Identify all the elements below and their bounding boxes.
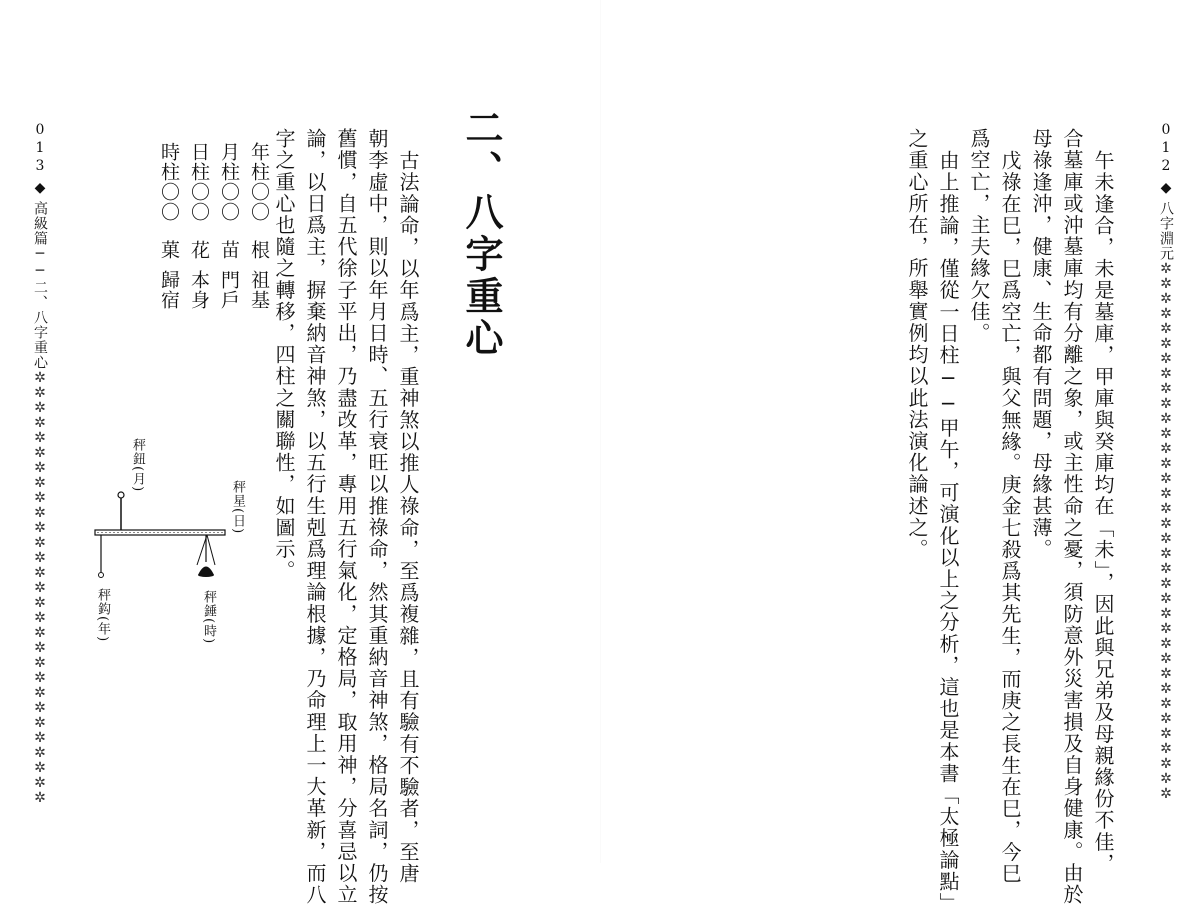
pillar-part: 菓 [158, 240, 180, 260]
pillar-name: 月柱〇〇 [218, 142, 240, 222]
left-running-head [30, 122, 50, 805]
body-column: 古法論命，以年爲主，重神煞以推人祿命，至爲複雜，且有驗有不驗者，至唐 [396, 150, 420, 885]
pillar-part: 苗 [218, 240, 240, 260]
scale-label-hook: 秤鈎(年) [95, 588, 110, 643]
pillar-part: 花 [188, 240, 210, 260]
right-running-head [1156, 122, 1176, 801]
scale-label-weight: 秤錘(時) [201, 590, 216, 645]
body-column: 爲空亡，主夫緣欠佳。 [967, 128, 991, 344]
body-column: 舊慣，自五代徐子平出，乃盡改革，專用五行氣化，定格局，取用神，分喜忌以立 [334, 128, 358, 906]
steelyard-scale-illustration [85, 480, 235, 600]
decorative-border: ✲✲✲✲✲✲✲✲✲✲✲✲✲✲✲✲✲✲✲✲✲✲✲✲✲✲✲✲✲ [32, 370, 48, 805]
body-column: 午未逢合，未是墓庫，甲庫與癸庫均在「未」，因此與兄弟及母親緣份不佳， [1091, 150, 1115, 875]
diamond-icon: ◆ [32, 180, 48, 197]
body-column: 戊祿在巳，巳爲空亡，與父無緣。庚金七殺爲其先生，而庚之長生在巳，今巳 [998, 150, 1022, 885]
body-column: 母祿逢沖，健康、生命都有問題，母緣甚薄。 [1029, 128, 1053, 560]
pillar-meaning: 歸宿 [158, 270, 180, 310]
body-column: 朝李虛中，則以年月日時、五行衰旺以推祿命，然其重納音神煞，格局名詞，仍按 [365, 128, 389, 906]
body-column: 由上推論，僅從一日柱──甲午，可演化以上之分析，這也是本書「太極論點」 [936, 150, 960, 914]
page-number: 012 [1158, 122, 1174, 176]
pillar-meaning: 本身 [188, 270, 210, 310]
pillar-part: 根 [248, 240, 270, 260]
body-column: 論，以日爲主，摒棄納音神煞，以五行生剋爲理論根據，乃命理上一大革新，而八 [303, 128, 327, 906]
running-title: 高級篇──二、八字重心 [32, 201, 48, 370]
pillar-name: 日柱〇〇 [188, 142, 210, 222]
gutter-line [600, 0, 601, 863]
chapter-title: 二、八字重心 [459, 108, 504, 360]
pillar-meaning: 祖基 [248, 270, 270, 310]
scale-label-star: 秤星(日) [230, 480, 245, 535]
page-number: 013 [32, 122, 48, 176]
pillar-name: 年柱〇〇 [248, 142, 270, 222]
pillar-name: 時柱〇〇 [158, 142, 180, 222]
pillar-meaning: 門戶 [218, 270, 240, 310]
decorative-border: ✲✲✲✲✲✲✲✲✲✲✲✲✲✲✲✲✲✲✲✲✲✲✲✲✲✲✲✲✲✲✲✲✲✲✲✲ [1158, 261, 1174, 801]
diamond-icon: ◆ [1158, 180, 1174, 197]
scale-label-button: 秤鈕(月) [130, 438, 145, 493]
running-title: 八字淵元 [1158, 201, 1174, 261]
body-column: 字之重心也隨之轉移，四柱之關聯性，如圖示。 [272, 128, 296, 582]
body-column: 合墓庫或沖墓庫均有分離之象，或主性命之憂，須防意外災害損及自身健康。由於 [1060, 128, 1084, 906]
body-column: 之重心所在，所舉實例均以此法演化論述之。 [905, 128, 929, 560]
